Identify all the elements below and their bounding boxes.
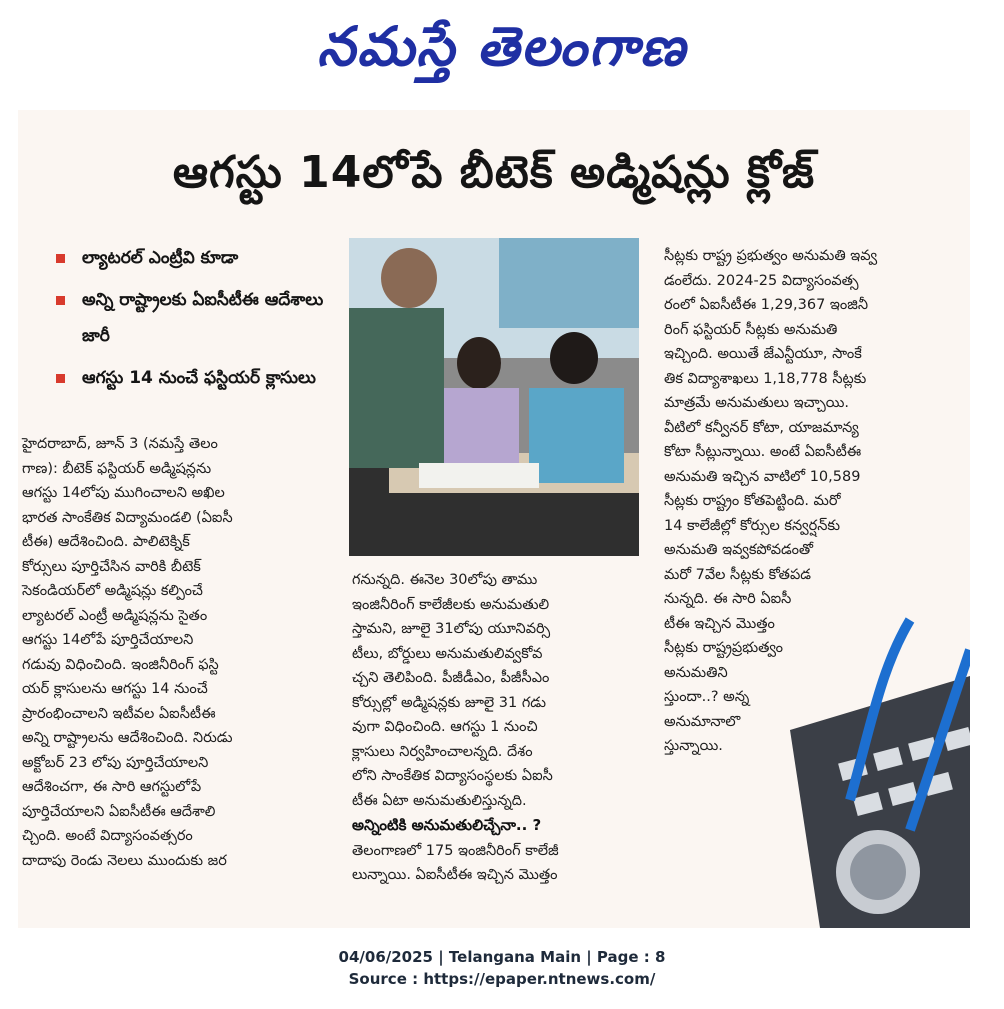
article-headline: ఆగస్టు 14లోపే బీటెక్ అడ్మిషన్లు క్లోజ్: [172, 147, 816, 198]
classroom-illustration: [349, 238, 639, 556]
column-2-text-a: గనున్నది. ఈనెల 30లోపు తాము ఇంజినీరింగ్ కాలేజీలకు అనుమతులి స్తామని, జూలై 31లోపు యూనివర్సి టీలు, బోర్డులు అనుమతులివ్వకోవ చ్చని తెలిపింది. పీజీడీఎం, పీజీసీఎం కోర్సుల్లో అడ్మిషన్లకు జూలై 31 గడు వుగా విధించింది. ఆగస్టు 1 నుంచి క్లాసులు నిర్వహించాలన్నది. దేశం లోని సాంకేతిక విద్యాసంస్థలకు ఏఐసీ టీఈ ఏటా అనుమతులిస్తున్నది.: [352, 572, 553, 809]
article-column-1: హైదరాబాద్, జూన్ 3 (నమస్తే తెలం గాణ): బీటెక్ ఫస్టియర్ అడ్మిషన్లను ఆగస్టు 14లోపు ముగించాలని అఖిల భారత సాంకేతిక విద్యామండలి (ఏఐసీ టీఈ) ఆదేశించింది. పాలిటెక్నిక్ కోర్సులు పూర్తిచేసిన వారికి బీటెక్ సెకండియర్‌లో అడ్మిషన్లు కల్పించే ల్యాటరల్ ఎంట్రీ అడ్మిషన్లను సైతం ఆగస్టు 14లోపే పూర్తిచేయాలని గడువు విధించింది. ఇంజినీరింగ్ ఫస్టి యర్ క్లాసులను ఆగస్టు 14 నుంచే ప్రారంభించాలని ఇటీవల ఏఐసీటీఈ అన్ని రాష్ట్రాలను ఆదేశించింది. నిరుడు అక్టోబర్ 23 లోపు పూర్తిచేయాలని ఆదేశించగా, ఈ సారి ఆగస్టులోపే పూర్తిచేయాలని ఏఐసీటీఈ ఆదేశాలి చ్చింది. అంటే విద్యాసంవత్సరం దాదాపు రెండు నెలలు ముందుకు జర: [22, 436, 233, 869]
students-photo: [349, 238, 639, 556]
article-column-3: సీట్లకు రాష్ట్ర ప్రభుత్వం అనుమతి ఇవ్వ డంలేదు. 2024-25 విద్యాసంవత్స రంలో ఏఐసీటీఈ 1,29,367 ఇంజినీ రింగ్ ఫస్టియర్ సీట్లకు అనుమతి ఇచ్చింది. అయితే జేఎన్టీయూ, సాంకే తిక విద్యాశాఖలు 1,18,778 సీట్లకు మాత్రమే అనుమతులు ఇచ్చాయి. వీటిలో కన్వీనర్ కోటా, యాజమాన్య కోటా సీట్లున్నాయి. అంటే ఏఐసీటీఈ అనుమతి ఇచ్చిన వాటిలో 10,589 సీట్లకు రాష్ట్రం కోతపెట్టింది. మరో 14 కాలేజీల్లో కోర్సుల కన్వర్షన్‌కు అనుమతి ఇవ్వకపోవడంతో మరో 7వేల సీట్లకు కోతపడ నున్నది. ఈ సారి ఏఐసీ టీఈ ఇచ్చిన మొత్తం సీట్లకు రాష్ట్రప్రభుత్వం అనుమతిని స్తుందా..? అన్న అనుమానాలొ స్తున్నాయి.: [664, 248, 878, 754]
bullet-item: [52, 240, 352, 276]
bullet-marker-icon: [56, 296, 65, 305]
column-2-text-b: తెలంగాణలో 175 ఇంజినీరింగ్ కాలేజీ లున్నాయి. ఏఐసీటీఈ ఇచ్చిన మొత్తం: [352, 842, 559, 883]
masthead: [0, 6, 1004, 86]
article-column-2: [352, 568, 644, 888]
bullet-marker-icon: [56, 254, 65, 263]
bullet-list: [52, 240, 352, 402]
page-footer: [0, 946, 1004, 990]
newspaper-logo: నమస్తే తెలంగాణ: [317, 14, 687, 78]
subheading: అన్నింటికి అనుమతులిచ్చేనా.. ?: [352, 816, 542, 834]
bullet-item: [52, 360, 352, 396]
bullet-text: ఆగస్టు 14 నుంచే ఫస్టియర్ క్లాసులు: [82, 368, 316, 388]
article-clipping: [18, 110, 970, 928]
source-link[interactable]: Source : https://epaper.ntnews.com/: [348, 970, 656, 988]
bullet-marker-icon: [56, 374, 65, 383]
bullet-text: ల్యాటరల్ ఎంట్రీవి కూడా: [82, 248, 239, 268]
bullet-text: అన్ని రాష్ట్రాలకు ఏఐసీటీఈ ఆదేశాలు జారీ: [82, 290, 324, 346]
bullet-item: [52, 282, 352, 354]
edition-info: 04/06/2025 | Telangana Main | Page : 8: [338, 948, 666, 966]
